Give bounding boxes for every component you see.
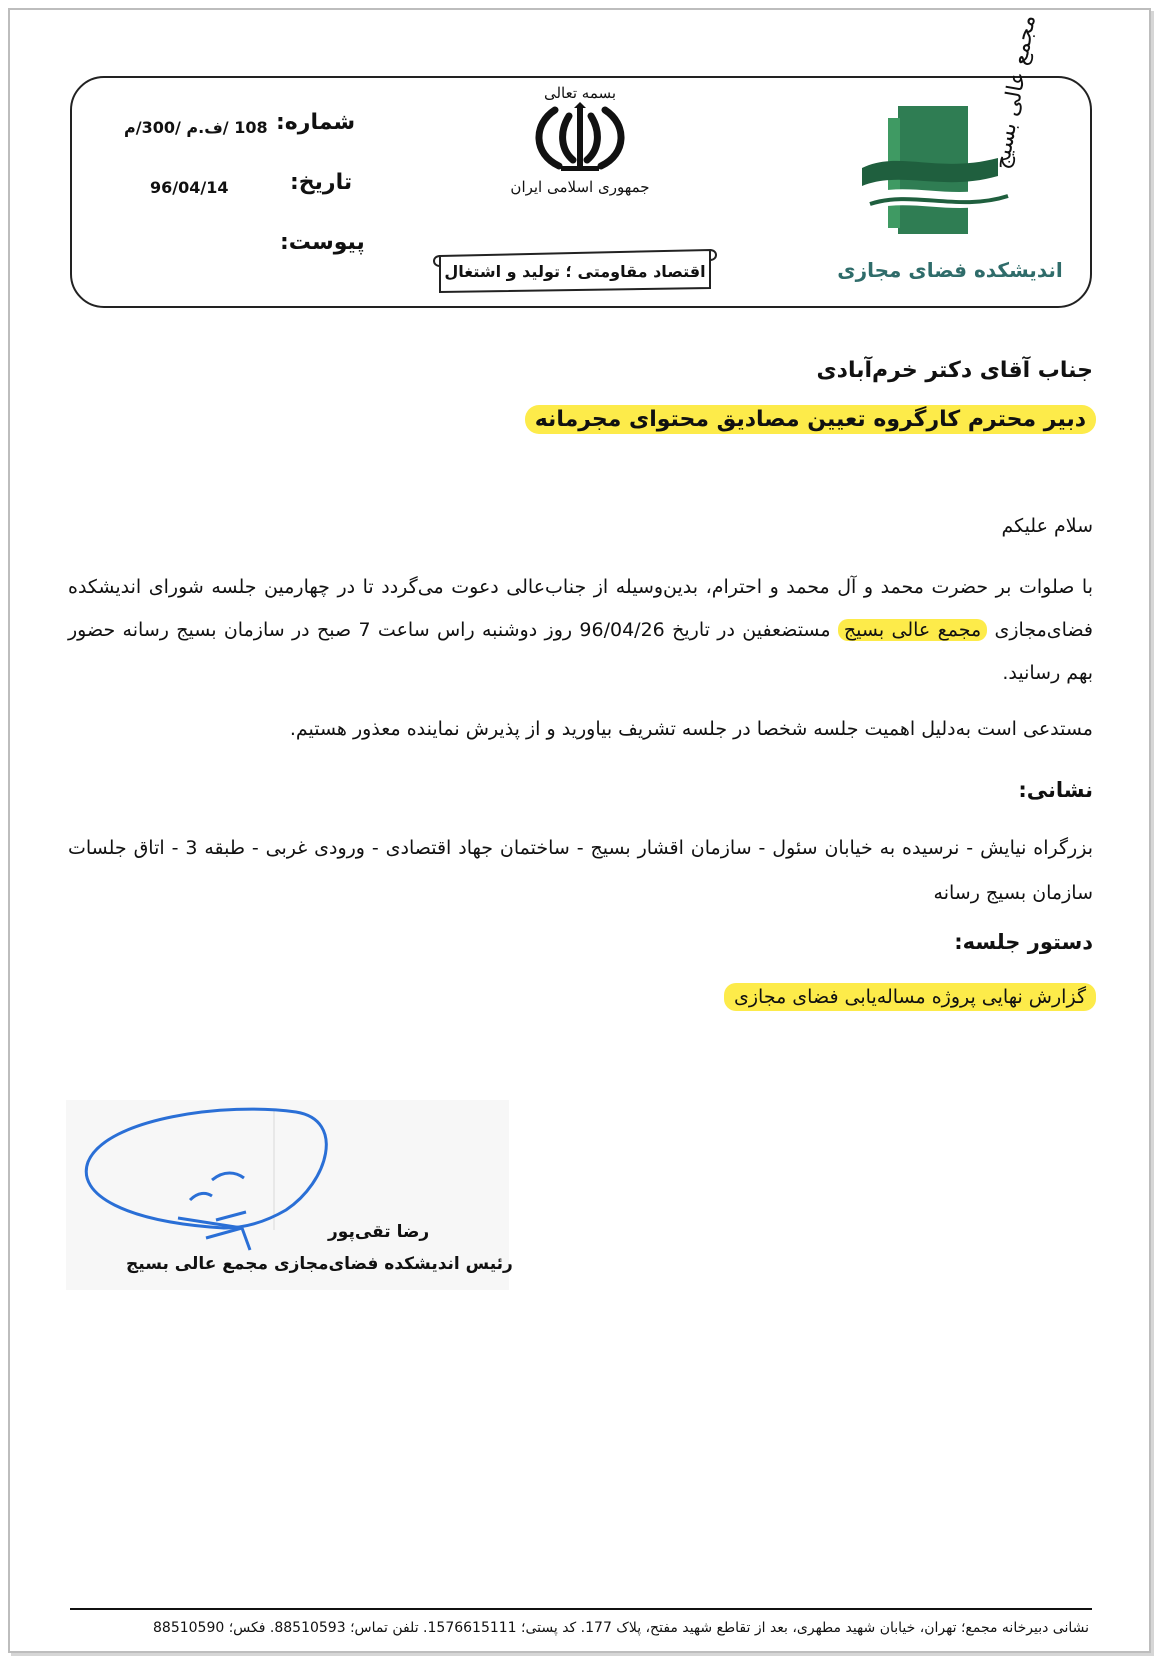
- invitation-text-1: با صلوات بر حضرت محمد و آل محمد و احترام، بدین‌وسیله از جناب‌عالی دعوت می‌گردد تا در چهارمین جلسه شورای اندیشکده فضای‌مجازی: [68, 576, 1094, 641]
- greeting: سلام علیکم: [1001, 515, 1093, 537]
- attachment-label: پیوست:: [280, 230, 365, 255]
- logo-caption: اندیشکده فضای مجازی: [837, 258, 1063, 282]
- logo-text: مجمع عالی بسیج: [989, 13, 1041, 172]
- addressee-title: دبیر محترم کارگروه تعیین مصادیق محتوای مجرمانه: [525, 405, 1096, 434]
- footer-divider: [70, 1608, 1092, 1610]
- invitation-highlight: مجمع عالی بسیج: [838, 619, 987, 641]
- invitation-paragraph: [68, 566, 1093, 695]
- national-emblem: [490, 82, 670, 212]
- invitation-text-2: مستضعفین در تاریخ 96/04/26 روز دوشنبه راس ساعت 7 صبح در سازمان بسیج رسانه حضور بهم رسانید.: [68, 619, 1093, 684]
- number-label: شماره:: [276, 110, 356, 135]
- motto-text: اقتصاد مقاومتی ؛ تولید و اشتغال: [444, 262, 706, 281]
- think-tank-logo: [858, 13, 1058, 240]
- agenda-heading: دستور جلسه:: [954, 930, 1093, 954]
- motto-banner: [430, 246, 720, 294]
- date-value: 96/04/14: [150, 178, 229, 197]
- footer-contact: نشانی دبیرخانه مجمع؛ تهران، خیابان شهید مطهری، بعد از تقاطع شهید مفتح، پلاک 177. کد پستی؛ 1576615111. تلفن تماس؛ 88510593. فکس؛ 88510590: [153, 1620, 1089, 1636]
- number-value: 108 /ف.م /300/م: [124, 118, 268, 137]
- address-heading: نشانی:: [1018, 778, 1093, 802]
- agenda-item: گزارش نهایی پروژه مساله‌یابی فضای مجازی: [724, 983, 1096, 1011]
- logo-mark-icon: [858, 13, 1058, 240]
- signatory-name: رضا تقی‌پور: [328, 1222, 430, 1242]
- country-name: جمهوری اسلامی ایران: [510, 178, 650, 196]
- meeting-address: بزرگراه نیایش - نرسیده به خیابان سئول - سازمان اقشار بسیج - ساختمان جهاد اقتصادی - ورودی غربی - طبقه 3 - اتاق جلسات سازمان بسیج رسانه: [68, 837, 1094, 904]
- attendance-request: مستدعی است به‌دلیل اهمیت جلسه شخصا در جلسه تشریف بیاورید و از پذیرش نماینده معذور هستیم.: [289, 718, 1093, 740]
- iran-emblem-icon: [525, 102, 635, 174]
- signatory-title: رئیس اندیشکده فضای‌مجازی مجمع عالی بسیج: [126, 1254, 513, 1274]
- date-label: تاریخ:: [290, 170, 353, 195]
- addressee: جناب آقای دکتر خرم‌آبادی: [816, 358, 1093, 383]
- bismillah-text: بسمه تعالی: [543, 84, 617, 102]
